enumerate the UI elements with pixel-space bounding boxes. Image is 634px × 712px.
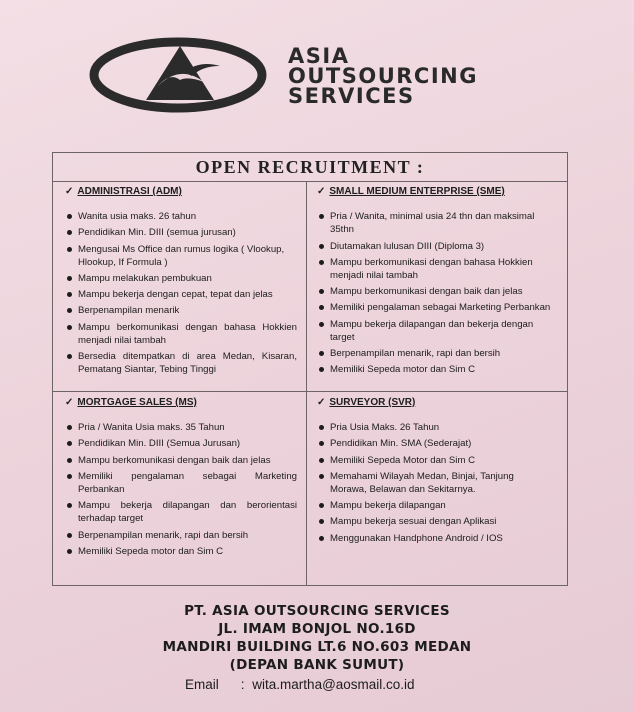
table-divider-horizontal [53, 391, 567, 392]
list-item: Pendidikan Min. DIII (Semua Jurusan) [65, 437, 297, 450]
list-item: Mampu berkomunikasi dengan bahasa Hokkien menjadi nilai tambah [317, 256, 552, 282]
list-item: Berpenampilan menarik, rapi dan bersih [317, 347, 552, 360]
company-address [0, 602, 634, 674]
section-surveyor [317, 396, 552, 548]
list-item: Mampu berkomunikasi dengan baik dan jelas [317, 285, 552, 298]
list-item: Mampu bekerja dilapangan [317, 499, 552, 512]
list-item: Mampu bekerja dilapangan dan bekerja dengan target [317, 318, 552, 344]
list-item: Bersedia ditempatkan di area Medan, Kisaran, Pematang Siantar, Tebing Tinggi [65, 350, 297, 376]
list-item: Mampu bekerja sesuai dengan Aplikasi [317, 515, 552, 528]
list-item: Diutamakan lulusan DIII (Diploma 3) [317, 240, 552, 253]
list-item: Mampu bekerja dengan cepat, tepat dan jelas [65, 288, 297, 301]
email-separator: : [240, 677, 245, 692]
list-item: Menggunakan Handphone Android / IOS [317, 532, 552, 545]
section-title: ADMINISTRASI (ADM) [77, 186, 182, 197]
section-header [317, 185, 552, 198]
list-item: Wanita usia maks. 26 tahun [65, 210, 297, 223]
checkmark-icon: ✓ [65, 397, 74, 408]
list-item: Memiliki pengalaman sebagai Marketing Perbankan [65, 470, 297, 496]
list-item: Mampu melakukan pembukuan [65, 272, 297, 285]
list-item: Berpenampilan menarik, rapi dan bersih [65, 529, 297, 542]
section-small-medium-enterprise [317, 185, 552, 379]
list-item: Berpenampilan menarik [65, 304, 297, 317]
recruitment-title: OPEN RECRUITMENT : [53, 153, 567, 182]
list-item: Pendidikan Min. SMA (Sederajat) [317, 437, 552, 450]
list-item: Memiliki Sepeda Motor dan Sim C [317, 454, 552, 467]
section-header [317, 396, 552, 409]
list-item: Mampu berkomunikasi dengan baik dan jelas [65, 454, 297, 467]
section-title: SMALL MEDIUM ENTERPRISE (SME) [329, 186, 505, 197]
contact-email-row [185, 677, 415, 692]
section-header [65, 185, 297, 198]
requirement-list [317, 210, 552, 376]
address-line: MANDIRI BUILDING LT.6 NO.603 MEDAN [162, 639, 472, 655]
list-item: Mampu berkomunikasi dengan bahasa Hokkien menjadi nilai tambah [65, 321, 297, 347]
list-item: Pria / Wanita Usia maks. 35 Tahun [65, 421, 297, 434]
email-address[interactable]: wita.martha@aosmail.co.id [252, 677, 415, 692]
section-mortgage-sales [65, 396, 297, 561]
address-line: JL. IMAM BONJOL NO.16D [218, 621, 416, 637]
wordmark-line-3: SERVICES [288, 84, 415, 108]
list-item: Memiliki Sepeda motor dan Sim C [317, 363, 552, 376]
list-item: Memiliki pengalaman sebagai Marketing Perbankan [317, 301, 552, 314]
checkmark-icon: ✓ [317, 186, 326, 197]
wordmark-line-2: OUTSOURCING [288, 64, 478, 88]
requirement-list [65, 210, 297, 376]
email-label: Email [185, 677, 219, 692]
wordmark-line-1: ASIA [288, 44, 350, 68]
address-line: PT. ASIA OUTSOURCING SERVICES [184, 603, 450, 619]
requirement-list [317, 421, 552, 545]
section-title: SURVEYOR (SVR) [329, 397, 416, 408]
bird-ellipse-emblem-icon [88, 36, 268, 114]
list-item: Memiliki Sepeda motor dan Sim C [65, 545, 297, 558]
company-logo [88, 36, 558, 116]
section-administrasi [65, 185, 297, 379]
list-item: Mengusai Ms Office dan rumus logika ( Vlookup, Hlookup, If Formula ) [65, 243, 297, 269]
list-item: Memahami Wilayah Medan, Binjai, Tanjung Morawa, Belawan dan Sekitarnya. [317, 470, 552, 496]
requirement-list [65, 421, 297, 558]
address-line: (DEPAN BANK SUMUT) [229, 657, 405, 673]
list-item: Pendidikan Min. DIII (semua jurusan) [65, 226, 297, 239]
section-title: MORTGAGE SALES (MS) [77, 397, 197, 408]
section-header [65, 396, 297, 409]
list-item: Pria Usia Maks. 26 Tahun [317, 421, 552, 434]
table-divider-vertical [306, 181, 307, 585]
checkmark-icon: ✓ [65, 186, 74, 197]
company-wordmark [288, 46, 478, 106]
list-item: Pria / Wanita, minimal usia 24 thn dan maksimal 35thn [317, 210, 552, 236]
checkmark-icon: ✓ [317, 397, 326, 408]
recruitment-table [52, 152, 568, 586]
list-item: Mampu bekerja dilapangan dan berorientasi terhadap target [65, 499, 297, 525]
